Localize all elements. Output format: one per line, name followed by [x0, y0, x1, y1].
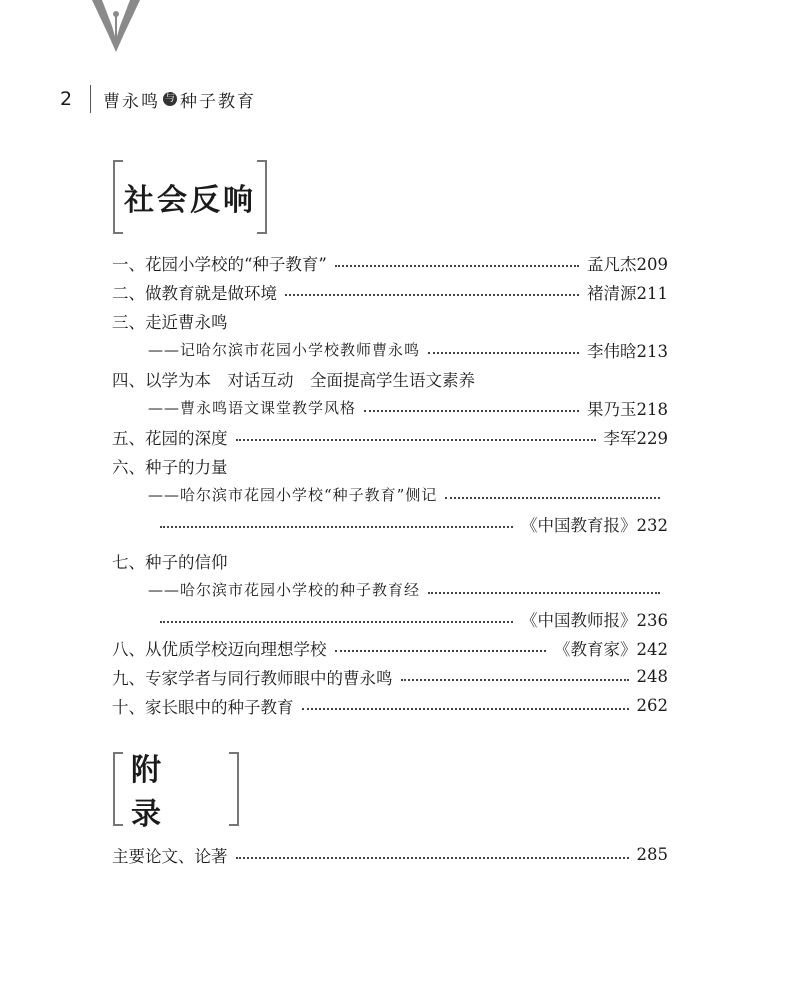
toc-entry-7-source[interactable]	[112, 604, 668, 633]
leader-dots	[428, 592, 660, 594]
leader-dots	[428, 352, 579, 354]
entry-author: 《中国教师报》	[521, 610, 637, 630]
entry-title: 二、做教育就是做环境	[112, 283, 277, 303]
entry-page: 232	[636, 515, 668, 535]
toc-entry-10[interactable]	[112, 691, 668, 720]
entry-title: 四、以学为本 对话互动 全面提高学生语文素养	[112, 370, 475, 390]
toc-entry-3-subtitle[interactable]	[112, 335, 668, 364]
book-title-part1: 曹永鸣	[103, 91, 160, 112]
toc-entry-appendix-1[interactable]	[112, 840, 668, 869]
entry-author: 《教育家》	[554, 639, 637, 659]
toc-entry-6-source[interactable]	[112, 509, 668, 538]
entry-page: 236	[636, 610, 668, 630]
toc-entry-8[interactable]	[112, 633, 668, 662]
entry-page: 213	[636, 341, 668, 361]
entry-page: 242	[636, 639, 668, 659]
entry-title: 六、种子的力量	[112, 457, 228, 477]
toc-entry-6[interactable]	[112, 451, 668, 480]
leader-dots	[335, 650, 547, 652]
leader-dots	[445, 497, 660, 499]
book-title-connector: 与	[165, 93, 175, 104]
leader-dots	[335, 265, 579, 267]
entry-page: 211	[636, 283, 668, 303]
entry-subtitle: ——哈尔滨市花园小学校的种子教育经	[148, 581, 421, 599]
entry-author: 孟凡杰	[587, 254, 637, 274]
entry-title: 三、走近曹永鸣	[112, 312, 228, 332]
entry-author: 《中国教育报》	[521, 515, 637, 535]
entry-page: 218	[636, 399, 668, 419]
section-heading-social-response	[113, 160, 267, 234]
leader-dots	[160, 526, 513, 528]
entry-title: 七、种子的信仰	[112, 552, 228, 572]
toc-entry-2[interactable]	[112, 277, 668, 306]
entry-title: 主要论文、论著	[112, 846, 228, 866]
entry-title: 九、专家学者与同行教师眼中的曹永鸣	[112, 668, 393, 688]
running-header	[60, 84, 256, 114]
leader-dots	[302, 708, 629, 710]
leader-dots	[364, 410, 579, 412]
leader-dots	[401, 679, 629, 681]
header-divider	[90, 85, 91, 113]
entry-page: 262	[636, 696, 668, 715]
entry-page: 209	[636, 254, 668, 274]
section-title: 社会反响	[124, 183, 256, 218]
toc-entry-7-subtitle	[112, 575, 668, 604]
section-heading-appendix	[113, 752, 239, 832]
entry-title: 五、花园的深度	[112, 428, 228, 448]
leader-dots	[236, 439, 596, 441]
appendix-list	[112, 840, 668, 869]
entry-page: 285	[636, 845, 668, 864]
entry-page: 229	[636, 428, 668, 448]
entry-title: 一、花园小学校的“种子教育”	[112, 254, 327, 274]
entry-author: 褚清源	[587, 283, 637, 303]
leader-dots	[285, 294, 579, 296]
toc-entry-1[interactable]	[112, 248, 668, 277]
toc-entry-9[interactable]	[112, 662, 668, 691]
spacer	[112, 538, 668, 546]
entry-title: 八、从优质学校迈向理想学校	[112, 639, 327, 659]
section-title: 附 录	[131, 753, 235, 832]
toc-entry-4[interactable]	[112, 364, 668, 393]
entry-title: 十、家长眼中的种子教育	[112, 697, 294, 717]
leader-dots	[236, 857, 629, 859]
table-of-contents	[112, 248, 668, 720]
entry-page: 248	[636, 667, 668, 686]
entry-author: 李伟晗	[587, 341, 637, 361]
entry-subtitle: ——曹永鸣语文课堂教学风格	[148, 399, 357, 417]
leader-dots	[160, 621, 513, 623]
toc-entry-6-subtitle	[112, 480, 668, 509]
pen-nib-icon	[84, 0, 148, 52]
page-number: 2	[60, 88, 73, 110]
toc-entry-3[interactable]	[112, 306, 668, 335]
entry-author: 李军	[603, 428, 637, 448]
entry-author: 果乃玉	[587, 399, 637, 419]
entry-subtitle: ——记哈尔滨市花园小学校教师曹永鸣	[148, 341, 421, 359]
toc-entry-5[interactable]	[112, 422, 668, 451]
toc-entry-7[interactable]	[112, 546, 668, 575]
toc-entry-4-subtitle[interactable]	[112, 393, 668, 422]
book-title-part2: 种子教育	[180, 91, 256, 112]
book-title	[103, 87, 256, 112]
entry-subtitle: ——哈尔滨市花园小学校“种子教育”侧记	[148, 486, 438, 504]
